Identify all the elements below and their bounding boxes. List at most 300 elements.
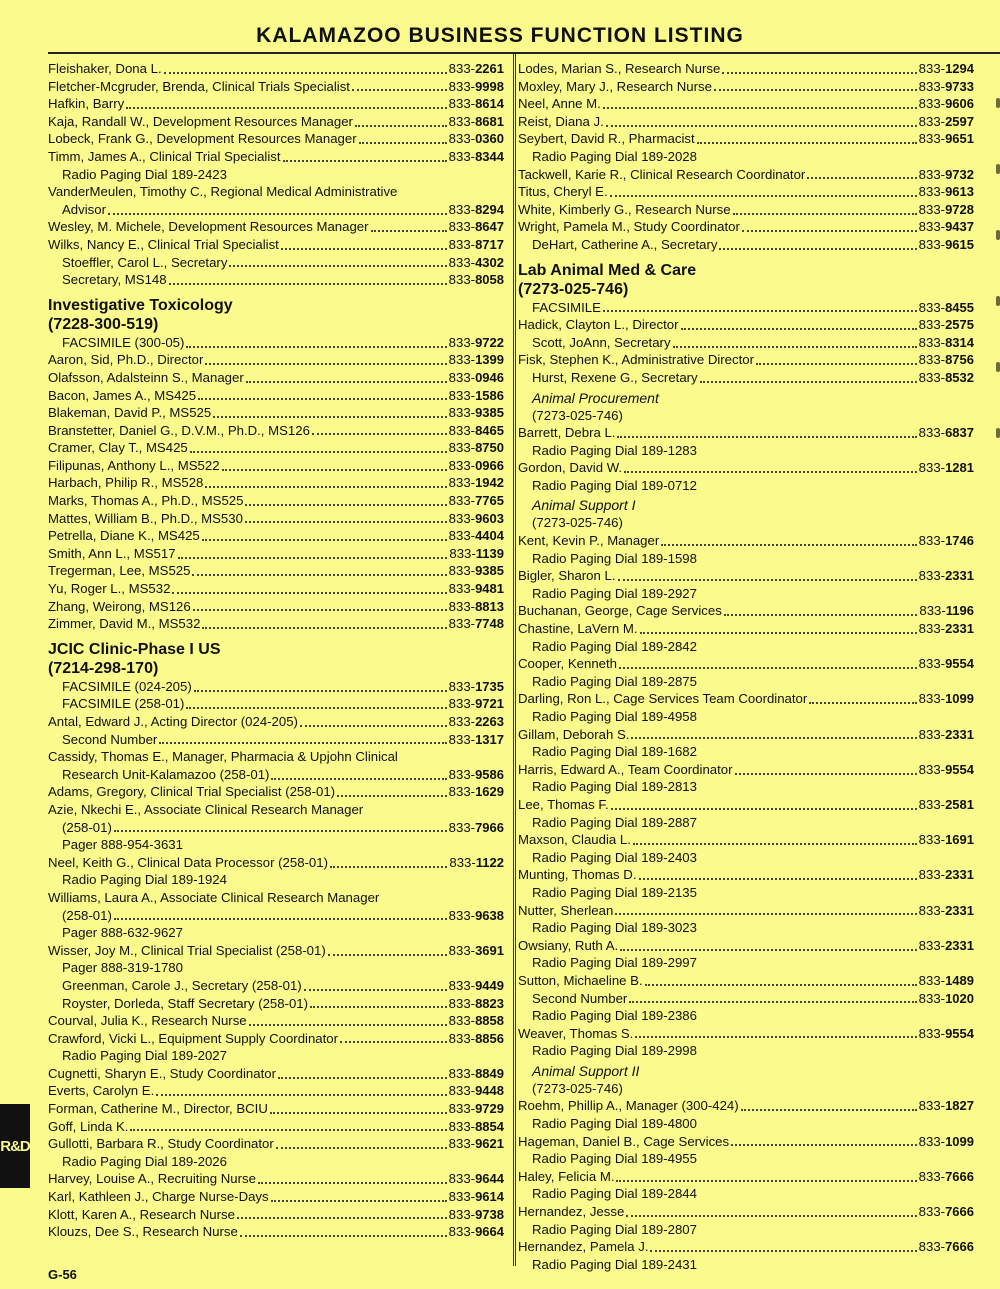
phone-number xyxy=(449,439,504,457)
listing-name: Zhang, Weirong, MS126 xyxy=(48,598,191,614)
listing-entry xyxy=(518,424,974,442)
dot-leader xyxy=(328,954,447,956)
listing-leader-row xyxy=(48,545,504,563)
phone-number xyxy=(449,678,504,696)
listing-leader-row xyxy=(62,678,504,696)
listing-name: Zimmer, David M., MS532 xyxy=(48,616,201,632)
phone-prefix: 833- xyxy=(918,317,946,333)
phone-extension: 2575 xyxy=(945,317,974,333)
phone-number xyxy=(919,761,974,779)
phone-number xyxy=(449,474,504,492)
phone-extension: 8455 xyxy=(945,299,974,315)
phone-prefix: 833- xyxy=(448,528,476,544)
listing-name: Hageman, Daniel B., Cage Services xyxy=(518,1133,730,1149)
listing-name: Buchanan, George, Cage Services xyxy=(518,603,722,619)
listing-name: Crawford, Vicki L., Equipment Supply Coordinator xyxy=(48,1030,339,1046)
phone-number xyxy=(449,369,504,387)
phone-prefix: 833- xyxy=(448,219,476,235)
listing-leader-row xyxy=(48,1065,504,1083)
phone-extension: 8647 xyxy=(475,219,504,235)
phone-number xyxy=(449,907,504,925)
phone-number xyxy=(449,130,504,148)
listing-name: Scott, JoAnn, Secretary xyxy=(532,334,671,350)
dot-leader xyxy=(340,1041,447,1043)
listing-leader-row xyxy=(48,218,504,236)
phone-prefix: 833- xyxy=(448,1206,476,1222)
pager-note: Radio Paging Dial 189-1598 xyxy=(532,550,697,566)
phone-number xyxy=(449,854,504,872)
listing-name: Harvey, Louise A., Recruiting Nurse xyxy=(48,1171,256,1187)
dot-leader xyxy=(194,690,447,692)
page-number: G-56 xyxy=(48,1267,77,1282)
listing-name: DeHart, Catherine A., Secretary xyxy=(532,236,718,252)
listing-name: Haley, Felicia M. xyxy=(518,1168,615,1184)
left-column xyxy=(48,60,504,1241)
listing-name: Courval, Julia K., Research Nurse xyxy=(48,1013,247,1029)
listing-leader-row xyxy=(518,726,974,744)
dot-leader xyxy=(304,989,447,991)
phone-prefix: 833- xyxy=(918,902,946,918)
listing-leader-row xyxy=(48,1100,504,1118)
dot-leader xyxy=(661,544,916,546)
phone-number xyxy=(919,1168,974,1186)
edge-mark xyxy=(996,296,1000,306)
phone-extension: 9738 xyxy=(475,1206,504,1222)
phone-prefix: 833- xyxy=(448,766,476,782)
listing-leader-row xyxy=(518,1025,974,1043)
section-code: (7273-025-746) xyxy=(518,280,629,298)
listing-name: Tackwell, Karie R., Clinical Research Coordinator xyxy=(518,166,806,182)
listing-leader-row xyxy=(62,907,504,925)
phone-prefix: 833- xyxy=(918,334,946,350)
listing-entry xyxy=(48,492,504,510)
listing-entry xyxy=(518,183,974,201)
dot-leader xyxy=(337,795,447,797)
listing-leader-row xyxy=(48,1030,504,1048)
listing-entry xyxy=(48,1188,504,1206)
dot-leader xyxy=(714,89,917,91)
listing-leader-row xyxy=(48,598,504,616)
listing-leader-row xyxy=(48,457,504,475)
listing-name: Branstetter, Daniel G., D.V.M., Ph.D., MS126 xyxy=(48,422,310,438)
listing-leader-row xyxy=(518,602,974,620)
dot-leader xyxy=(205,363,446,365)
listing-leader-row xyxy=(48,1206,504,1224)
phone-extension: 8849 xyxy=(475,1065,504,1081)
phone-number xyxy=(449,334,504,352)
dot-leader xyxy=(626,1215,916,1217)
listing-name-line: Williams, Laura A., Associate Clinical Research Manager xyxy=(48,889,380,905)
phone-extension: 9651 xyxy=(945,131,974,147)
listing-name: Harris, Edward A., Team Coordinator xyxy=(518,761,733,777)
pager-note: Pager 888-319-1780 xyxy=(62,960,183,976)
dot-leader xyxy=(202,539,447,541)
pager-note: Radio Paging Dial 189-2875 xyxy=(532,673,697,689)
phone-prefix: 833- xyxy=(448,272,476,288)
pager-note: Radio Paging Dial 189-1924 xyxy=(62,872,227,888)
phone-prefix: 833- xyxy=(918,533,946,549)
edge-mark xyxy=(996,98,1000,108)
listing-name: FACSIMILE (258-01) xyxy=(62,696,185,712)
listing-leader-row xyxy=(48,492,504,510)
listing-leader-row xyxy=(518,424,974,442)
phone-number xyxy=(449,387,504,405)
phone-extension: 8854 xyxy=(475,1118,504,1134)
phone-extension: 2331 xyxy=(945,937,974,953)
listing-name: Advisor xyxy=(62,201,106,217)
phone-prefix: 833- xyxy=(918,425,946,441)
listing-leader-row xyxy=(48,562,504,580)
pager-note: Radio Paging Dial 189-2844 xyxy=(532,1186,697,1202)
listing-leader-row xyxy=(518,201,974,219)
phone-extension: 1586 xyxy=(475,387,504,403)
page-title: KALAMAZOO BUSINESS FUNCTION LISTING xyxy=(256,24,744,47)
phone-prefix: 833- xyxy=(918,832,946,848)
phone-prefix: 833- xyxy=(448,493,476,509)
listing-leader-row xyxy=(532,369,974,387)
listing-leader-row xyxy=(48,439,504,457)
listing-leader-row xyxy=(48,1135,504,1153)
listing-name: Wright, Pamela M., Study Coordinator xyxy=(518,219,740,235)
phone-extension: 1281 xyxy=(945,460,974,476)
pager-note: Radio Paging Dial 189-2026 xyxy=(62,1153,227,1169)
phone-number xyxy=(919,60,974,78)
dot-leader xyxy=(639,878,917,880)
pager-note: Radio Paging Dial 189-2997 xyxy=(532,955,697,971)
listing-entry xyxy=(518,1097,974,1115)
subsection-code: (7273-025-746) xyxy=(532,515,623,531)
phone-extension: 0360 xyxy=(475,131,504,147)
listing-entry xyxy=(48,695,504,713)
listing-name: Munting, Thomas D. xyxy=(518,867,637,883)
phone-number xyxy=(449,78,504,96)
phone-number xyxy=(449,218,504,236)
dot-leader xyxy=(724,614,918,616)
dot-leader xyxy=(271,778,446,780)
listing-name: Research Unit-Kalamazoo (258-01) xyxy=(62,766,270,782)
phone-extension: 9385 xyxy=(475,563,504,579)
listing-leader-row xyxy=(518,532,974,550)
phone-extension: 2331 xyxy=(945,621,974,637)
phone-prefix: 833- xyxy=(918,78,946,94)
listing-name: Roehm, Phillip A., Manager (300-424) xyxy=(518,1098,739,1114)
phone-prefix: 833- xyxy=(448,563,476,579)
listing-name: Everts, Carolyn E. xyxy=(48,1083,155,1099)
phone-prefix: 833- xyxy=(918,990,946,1006)
phone-number xyxy=(449,510,504,528)
listing-entry xyxy=(48,387,504,405)
listing-name: Neel, Keith G., Clinical Data Processor (258-01) xyxy=(48,854,328,870)
dot-leader xyxy=(178,557,448,559)
phone-extension: 7765 xyxy=(475,493,504,509)
phone-number xyxy=(919,602,974,620)
listing-name-line: Azie, Nkechi E., Associate Clinical Research Manager xyxy=(48,801,364,817)
phone-prefix: 833- xyxy=(918,621,946,637)
listing-entry xyxy=(48,766,504,784)
listing-leader-row xyxy=(518,567,974,585)
phone-number xyxy=(449,766,504,784)
phone-number xyxy=(919,424,974,442)
phone-prefix: 833- xyxy=(918,299,946,315)
listing-name: Adams, Gregory, Clinical Trial Specialist (258-01) xyxy=(48,784,336,800)
phone-prefix: 833- xyxy=(448,977,476,993)
listing-name: FACSIMILE xyxy=(532,299,601,315)
phone-extension: 1317 xyxy=(475,731,504,747)
dot-leader xyxy=(620,949,917,951)
listing-name: Cooper, Kenneth xyxy=(518,656,617,672)
listing-entry xyxy=(48,819,504,837)
phone-extension: 8344 xyxy=(475,148,504,164)
dot-leader xyxy=(246,381,447,383)
listing-entry xyxy=(518,218,974,236)
phone-number xyxy=(919,655,974,673)
pager-note: Radio Paging Dial 189-2927 xyxy=(532,585,697,601)
listing-name: Hadick, Clayton L., Director xyxy=(518,317,679,333)
listing-name: Sutton, Michaeline B. xyxy=(518,972,643,988)
phone-prefix: 833- xyxy=(448,131,476,147)
listing-entry xyxy=(48,1065,504,1083)
phone-extension: 9449 xyxy=(475,977,504,993)
phone-number xyxy=(449,615,504,633)
pager-note: Radio Paging Dial 189-2135 xyxy=(532,884,697,900)
listing-name-line: VanderMeulen, Timothy C., Regional Medical Administrative xyxy=(48,184,398,200)
listing-name: Filipunas, Anthony L., MS522 xyxy=(48,457,220,473)
listing-entry xyxy=(48,907,504,925)
dot-leader xyxy=(735,773,917,775)
dot-leader xyxy=(270,1112,447,1114)
phone-number xyxy=(449,731,504,749)
right-column xyxy=(518,60,974,1273)
listing-name: (258-01) xyxy=(62,819,112,835)
listing-leader-row xyxy=(48,387,504,405)
listing-name: Klouzs, Dee S., Research Nurse xyxy=(48,1224,238,1240)
phone-extension: 2331 xyxy=(945,902,974,918)
phone-extension: 1099 xyxy=(945,1133,974,1149)
phone-number xyxy=(449,201,504,219)
dot-leader xyxy=(202,627,446,629)
listing-entry xyxy=(518,761,974,779)
listing-leader-row xyxy=(532,299,974,317)
listing-leader-row xyxy=(48,510,504,528)
listing-name: Wesley, M. Michele, Development Resources Manager xyxy=(48,219,369,235)
listing-entry xyxy=(518,602,974,620)
phone-prefix: 833- xyxy=(448,440,476,456)
pager-note: Radio Paging Dial 189-3023 xyxy=(532,920,697,936)
listing-name: Maxson, Claudia L. xyxy=(518,832,631,848)
phone-extension: 7748 xyxy=(475,616,504,632)
listing-leader-row xyxy=(48,942,504,960)
phone-prefix: 833- xyxy=(448,334,476,350)
dot-leader xyxy=(114,918,447,920)
phone-prefix: 833- xyxy=(448,714,476,729)
phone-extension: 8532 xyxy=(945,369,974,385)
listing-leader-row xyxy=(518,459,974,477)
listing-name: Yu, Roger L., MS532 xyxy=(48,581,171,597)
phone-prefix: 833- xyxy=(448,1101,476,1117)
listing-entry xyxy=(518,334,974,352)
phone-extension: 1489 xyxy=(945,972,974,988)
subsection-heading: Animal Procurement xyxy=(532,389,659,406)
dot-leader xyxy=(114,830,447,832)
phone-extension: 8058 xyxy=(475,272,504,288)
phone-number xyxy=(919,1238,974,1256)
phone-prefix: 833- xyxy=(448,942,476,958)
listing-leader-row xyxy=(48,369,504,387)
phone-prefix: 833- xyxy=(448,784,476,800)
phone-prefix: 833- xyxy=(448,201,476,217)
phone-number xyxy=(919,236,974,254)
listing-leader-row xyxy=(532,236,974,254)
listing-entry xyxy=(518,937,974,955)
phone-prefix: 833- xyxy=(918,937,946,953)
dot-leader xyxy=(742,230,917,232)
phone-extension: 1294 xyxy=(945,61,974,76)
listing-leader-row xyxy=(518,316,974,334)
listing-name: Lobeck, Frank G., Development Resources Manager xyxy=(48,131,357,147)
phone-prefix: 833- xyxy=(448,510,476,526)
listing-leader-row xyxy=(62,731,504,749)
listing-entry xyxy=(48,271,504,289)
listing-leader-row xyxy=(62,271,504,289)
phone-number xyxy=(449,580,504,598)
phone-extension: 4404 xyxy=(475,528,504,544)
phone-number xyxy=(449,695,504,713)
listing-name-line: Cassidy, Thomas E., Manager, Pharmacia & Upjohn Clinical xyxy=(48,749,398,765)
dot-leader xyxy=(330,866,447,868)
listing-entry xyxy=(48,130,504,148)
phone-number xyxy=(919,972,974,990)
dot-leader xyxy=(673,346,917,348)
pager-note: Radio Paging Dial 189-2028 xyxy=(532,148,697,164)
listing-entry xyxy=(518,831,974,849)
listing-name: Moxley, Mary J., Research Nurse xyxy=(518,78,712,94)
phone-number xyxy=(919,113,974,131)
phone-prefix: 833- xyxy=(918,1239,946,1255)
phone-prefix: 833- xyxy=(918,726,946,742)
phone-prefix: 833- xyxy=(448,598,476,614)
phone-extension: 8858 xyxy=(475,1013,504,1029)
listing-leader-row xyxy=(532,334,974,352)
phone-extension: 9481 xyxy=(475,581,504,597)
listing-leader-row xyxy=(518,166,974,184)
listing-entry xyxy=(518,1133,974,1151)
listing-entry xyxy=(518,236,974,254)
dot-leader xyxy=(603,107,917,109)
listing-entry xyxy=(48,1012,504,1030)
phone-number xyxy=(449,351,504,369)
phone-prefix: 833- xyxy=(918,1025,946,1041)
phone-prefix: 833- xyxy=(448,1118,476,1134)
phone-prefix: 833- xyxy=(448,907,476,923)
listing-name: Smith, Ann L., MS517 xyxy=(48,545,176,561)
listing-name: Hernandez, Jesse xyxy=(518,1204,625,1220)
phone-prefix: 833- xyxy=(918,1168,946,1184)
phone-extension: 1691 xyxy=(945,832,974,848)
listing-entry xyxy=(48,1135,504,1153)
phone-number xyxy=(919,902,974,920)
listing-leader-row xyxy=(62,977,504,995)
phone-prefix: 833- xyxy=(918,796,946,812)
listing-name: Hafkin, Barry xyxy=(48,96,125,112)
phone-extension: 9385 xyxy=(475,405,504,421)
phone-number xyxy=(919,866,974,884)
dot-leader xyxy=(700,381,917,383)
phone-prefix: 833- xyxy=(918,219,946,235)
dot-leader xyxy=(352,89,447,91)
listing-name: Goff, Linda K. xyxy=(48,1118,129,1134)
phone-number xyxy=(919,369,974,387)
phone-number xyxy=(449,977,504,995)
listing-entry xyxy=(518,316,974,334)
phone-number xyxy=(919,1203,974,1221)
listing-entry xyxy=(48,457,504,475)
phone-extension: 9644 xyxy=(475,1171,504,1187)
listing-leader-row xyxy=(48,148,504,166)
phone-number xyxy=(919,532,974,550)
dot-leader xyxy=(193,609,447,611)
phone-prefix: 833- xyxy=(918,369,946,385)
listing-name: Reist, Diana J. xyxy=(518,113,604,129)
phone-number xyxy=(449,1030,504,1048)
phone-number xyxy=(919,937,974,955)
pager-note: Radio Paging Dial 189-2423 xyxy=(62,166,227,182)
phone-prefix: 833- xyxy=(448,1030,476,1046)
phone-extension: 9554 xyxy=(945,761,974,777)
phone-extension: 9732 xyxy=(945,166,974,182)
phone-prefix: 833- xyxy=(448,819,476,835)
listing-entry xyxy=(48,545,504,563)
phone-number xyxy=(919,690,974,708)
listing-entry xyxy=(48,615,504,633)
listing-name: Forman, Catherine M., Director, BCIU xyxy=(48,1101,268,1117)
listing-name: Cramer, Clay T., MS425 xyxy=(48,440,188,456)
dot-leader xyxy=(616,1180,916,1182)
listing-name: Hernandez, Pamela J. xyxy=(518,1239,649,1255)
listing-leader-row xyxy=(518,796,974,814)
dot-leader xyxy=(635,1036,916,1038)
phone-extension: 0946 xyxy=(475,369,504,385)
phone-extension: 2331 xyxy=(945,867,974,883)
pager-note: Radio Paging Dial 189-2403 xyxy=(532,849,697,865)
listing-leader-row xyxy=(62,695,504,713)
column-divider xyxy=(513,54,516,1266)
phone-extension: 9721 xyxy=(475,696,504,712)
listing-leader-row xyxy=(48,1082,504,1100)
dot-leader xyxy=(618,579,917,581)
dot-leader xyxy=(130,1129,446,1131)
phone-extension: 1735 xyxy=(475,678,504,694)
phone-extension: 8614 xyxy=(475,96,504,112)
listing-name: Antal, Edward J., Acting Director (024-205) xyxy=(48,714,298,729)
listing-name: Aaron, Sid, Ph.D., Director xyxy=(48,352,204,368)
dot-leader xyxy=(172,592,446,594)
phone-number xyxy=(449,254,504,272)
phone-prefix: 833- xyxy=(449,545,476,561)
phone-number xyxy=(919,334,974,352)
dot-leader xyxy=(615,913,916,915)
phone-number xyxy=(919,459,974,477)
section-heading: Investigative Toxicology xyxy=(48,296,233,314)
phone-extension: 9554 xyxy=(945,656,974,672)
listing-entry xyxy=(518,990,974,1008)
listing-entry xyxy=(48,1170,504,1188)
dot-leader xyxy=(222,469,447,471)
dot-leader xyxy=(807,177,916,179)
listing-name: White, Kimberly G., Research Nurse xyxy=(518,201,731,217)
phone-extension: 9614 xyxy=(475,1189,504,1205)
phone-extension: 9586 xyxy=(475,766,504,782)
dot-leader xyxy=(371,230,447,232)
